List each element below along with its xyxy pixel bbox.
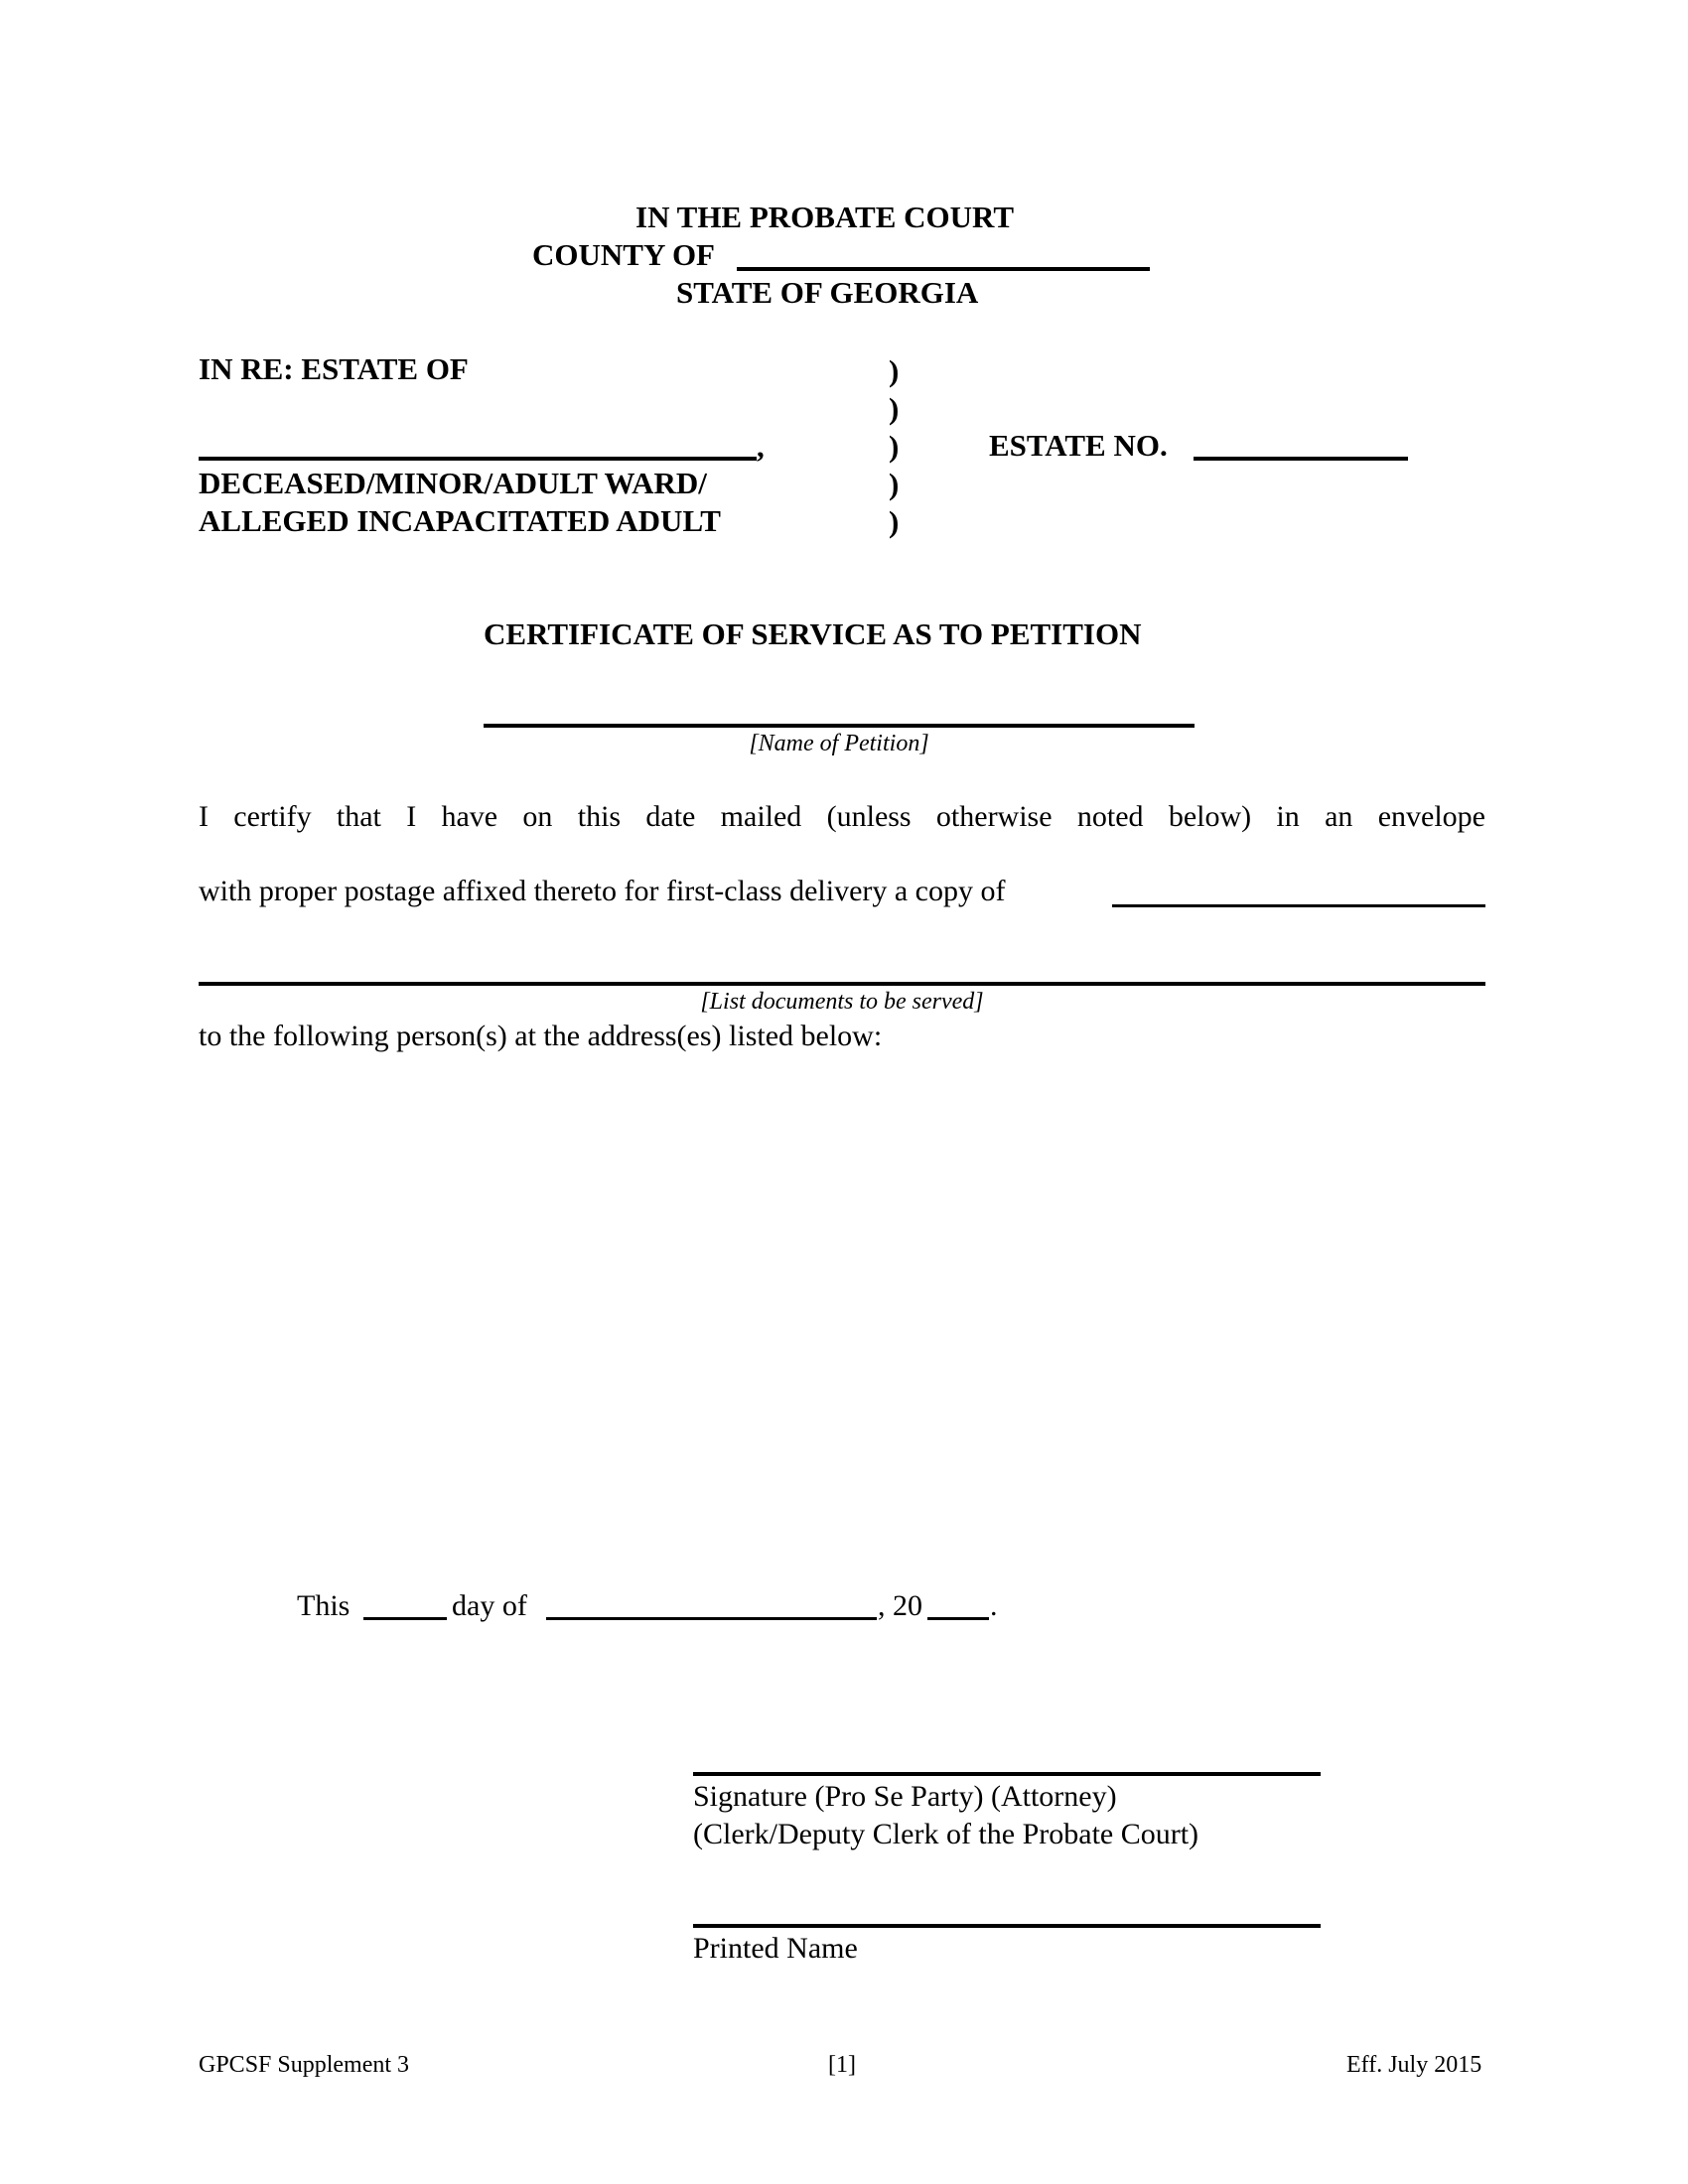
certification-line1: I certify that I have on this date mailed (unless otherwise noted below) in an envelope — [199, 800, 1485, 833]
caption-paren: ) — [889, 429, 900, 464]
signature-caption-line1: Signature (Pro Se Party) (Attorney) — [693, 1780, 1117, 1813]
party-type-line1: DECEASED/MINOR/ADULT WARD/ — [199, 466, 707, 500]
documents-hint: [List documents to be served] — [700, 989, 984, 1015]
state-heading: STATE OF GEORGIA — [676, 275, 979, 310]
party-type-line2: ALLEGED INCAPACITATED ADULT — [199, 503, 721, 538]
signature-line[interactable] — [693, 1772, 1321, 1776]
caption-paren: ) — [889, 391, 900, 426]
day-blank[interactable] — [363, 1617, 447, 1620]
caption-paren: ) — [889, 467, 900, 501]
documents-blank-2[interactable] — [199, 982, 1485, 986]
documents-blank-1[interactable] — [1112, 904, 1485, 907]
date-year-prefix: , 20 — [878, 1589, 922, 1622]
date-day-of-label: day of — [452, 1589, 527, 1622]
petition-name-blank[interactable] — [484, 724, 1195, 728]
date-this-label: This — [297, 1589, 351, 1622]
certification-line3: to the following person(s) at the address(es) listed below: — [199, 1020, 883, 1052]
footer-effective-date: Eff. July 2015 — [1346, 2052, 1482, 2078]
document-title: CERTIFICATE OF SERVICE AS TO PETITION — [484, 616, 1142, 651]
certification-line2: with proper postage affixed thereto for first-class delivery a copy of — [199, 875, 1006, 907]
footer-form-id: GPCSF Supplement 3 — [199, 2052, 410, 2078]
court-heading: IN THE PROBATE COURT — [635, 200, 1015, 234]
estate-no-blank[interactable] — [1194, 457, 1408, 461]
printed-name-caption: Printed Name — [693, 1932, 858, 1965]
year-blank[interactable] — [927, 1617, 989, 1620]
petition-name-hint: [Name of Petition] — [749, 731, 929, 756]
printed-name-line[interactable] — [693, 1924, 1321, 1928]
county-label: COUNTY OF — [532, 237, 715, 272]
estate-no-label: ESTATE NO. — [989, 428, 1168, 463]
estate-name-comma: , — [757, 429, 765, 464]
county-blank[interactable] — [737, 267, 1150, 271]
date-period: . — [990, 1589, 998, 1622]
in-re-label: IN RE: ESTATE OF — [199, 351, 469, 386]
footer-page-number: [1] — [828, 2052, 856, 2078]
caption-paren: ) — [889, 353, 900, 388]
month-blank[interactable] — [546, 1617, 877, 1620]
signature-caption-line2: (Clerk/Deputy Clerk of the Probate Court) — [693, 1818, 1199, 1850]
estate-name-blank[interactable] — [199, 457, 757, 461]
caption-paren: ) — [889, 504, 900, 539]
